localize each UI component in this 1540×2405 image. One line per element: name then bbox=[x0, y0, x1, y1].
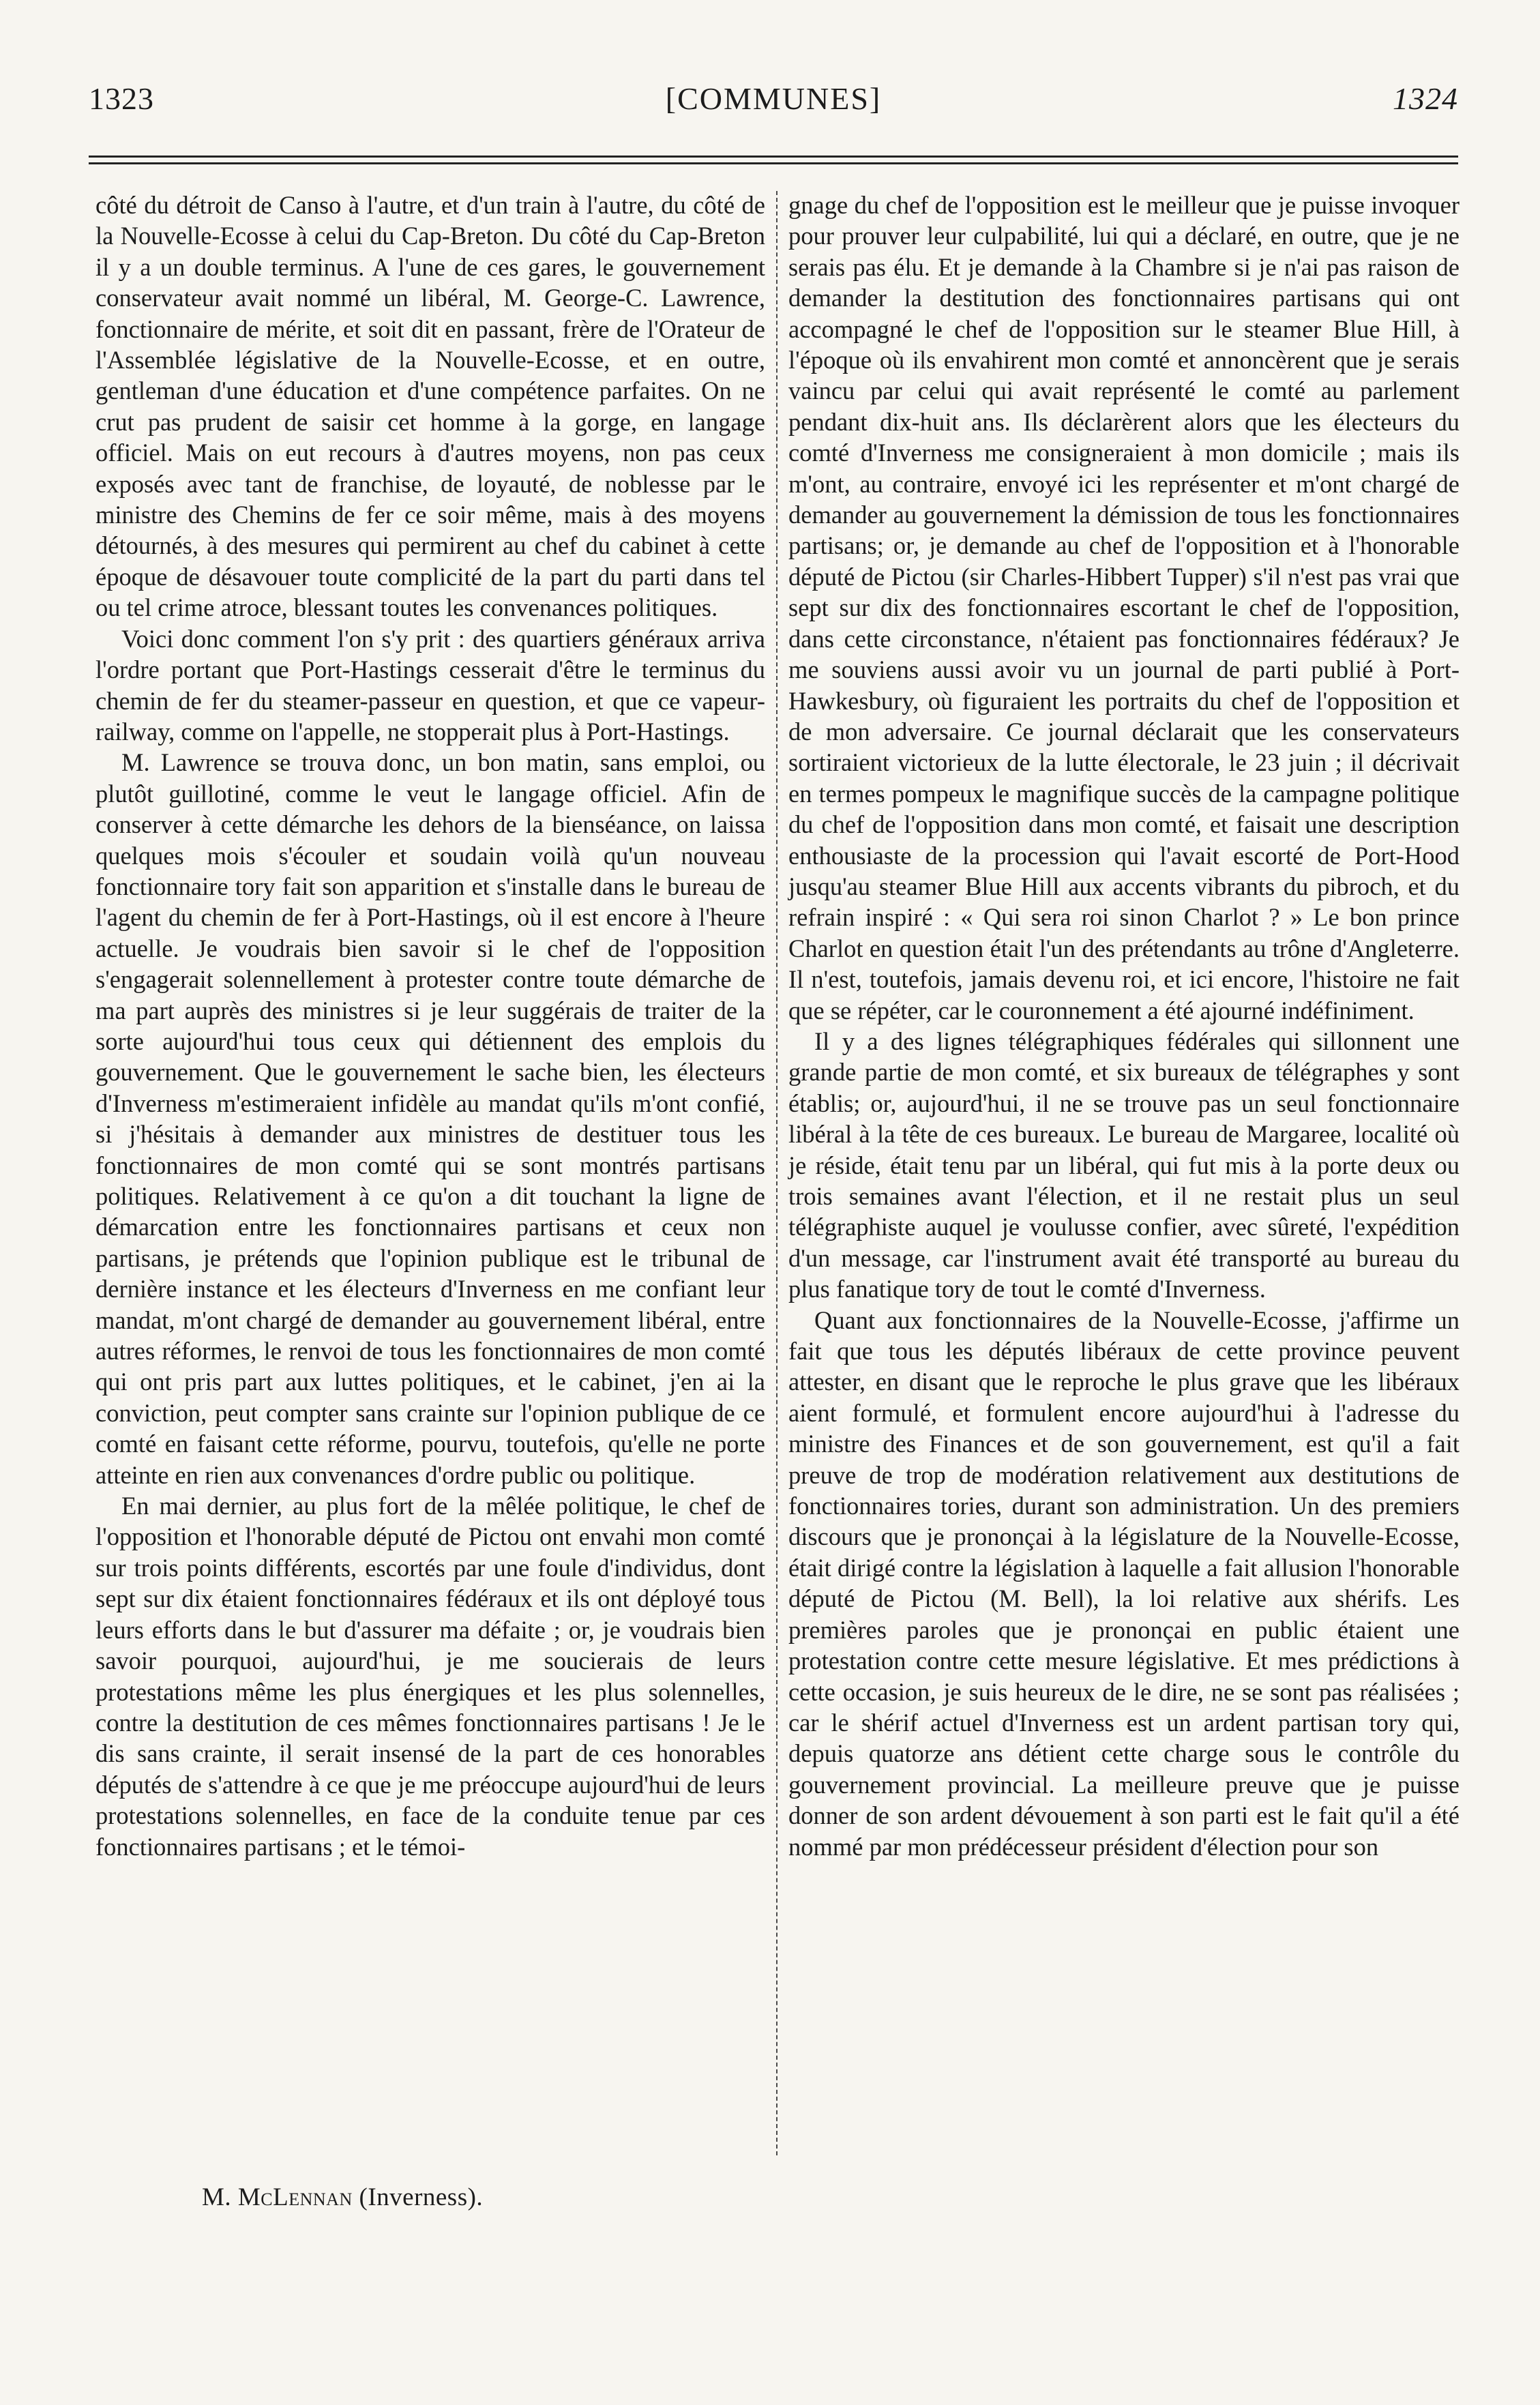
left-paragraph: En mai dernier, au plus fort de la mêlée politique, le chef de l'opposition et l'honorable député de Pictou ont envahi mon comté sur trois points différents, escortés par une foule d'individus, dont sept sur dix étaient fonctionnaires fédéraux et ils ont déployé tous leurs efforts dans le but d'assurer ma défaite ; or, je voudrais bien savoir pourquoi, aujourd'hui, je me soucierais de leurs protestations même les plus énergiques et les plus solennelles, contre la destitution de ces mêmes fonctionnaires partisans ! Je le dis sans crainte, il serait insensé de la part de ces honorables députés de s'attendre à ce que je me préoccupe aujourd'hui de leurs protestations solennelles, en face de la conduite tenue par ces fonctionnaires partisans ; et le témoi- bbox=[95, 1492, 765, 1861]
column-divider bbox=[776, 191, 778, 2155]
right-paragraph: Il y a des lignes télégraphiques fédérales qui sillonnent une grande partie de mon comté, et six bureaux de télégraphes y sont établis; or, aujourd'hui, il ne se trouve pas un seul fonctionnaire libéral à la tête de ces bureaux. Le bureau de Margaree, localité où je réside, était tenu par un libéral, qui fut mis à la porte deux ou trois semaines avant l'élection, et il ne restait plus un seul télégraphiste auquel je voulusse confier, avec sûreté, l'expédition d'un message, car l'instrument avait été transporté au bureau du plus fanatique tory de tout le comté d'Inverness. bbox=[788, 1027, 1460, 1303]
right-paragraph: Quant aux fonctionnaires de la Nouvelle-Ecosse, j'affirme un fait que tous les députés libéraux de cette province peuvent attester, en disant que le reproche le plus grave que les libéraux aient formulé, et formulent encore aujourd'hui à l'adresse du ministre des Finances et de son gouvernement, est qu'il a fait preuve de trop de modération relativement aux destitutions de fonctionnaires tories, durant son administration. Un des premiers discours que je prononçai à la législature de la Nouvelle-Ecosse, était dirigé contre la législation à laquelle a fait allusion l'honorable député de Pictou (M. Bell), la loi relative aux shérifs. Les premières paroles que je prononçai en public étaient une protestation contre cette mesure législative. Et mes prédictions à cette occasion, je suis heureux de le dire, ne se sont pas réalisées ; car le shérif actuel d'Inverness est un ardent partisan tory qui, depuis quatorze ans détient cette charge sous le contrôle du gouvernement provincial. La meilleure preuve que je puisse donner de son ardent dévouement à son parti est le fait qu'il a été nommé par mon prédécesseur président d'élection pour son bbox=[788, 1305, 1460, 1861]
left-paragraph: Voici donc comment l'on s'y prit : des quartiers généraux arriva l'ordre portant que Port-Hastings cesserait d'être le terminus du chemin de fer du steamer-passeur en question, et que ce vapeur-railway, comme on l'appelle, ne stopperait plus à Port-Hastings. bbox=[95, 624, 765, 746]
page-number-right: 1324 bbox=[1393, 81, 1458, 116]
right-paragraph: gnage du chef de l'opposition est le meilleur que je puisse invoquer pour prouver leur culpabilité, lui qui a déclaré, en outre, que je ne serais pas élu. Et je demande à la Chambre si je n'ai pas raison de demander la destitution des fonctionnaires partisans qui ont accompagné le chef de l'opposition sur le steamer Blue Hill, à l'époque où ils envahirent mon comté et annoncèrent que je serais vaincu par celui qui avait représenté le comté au parlement pendant dix-huit ans. Ils déclarèrent alors que les électeurs du comté d'Inverness me consigneraient à mon domicile ; mais ils m'ont, au contraire, envoyé ici les représenter et m'ont chargé de demander au gouvernement la démission de tous les fonctionnaires partisans; or, je demande au chef de l'opposition et à l'honorable député de Pictou (sir Charles-Hibbert Tupper) s'il n'est pas vrai que sept sur dix des fonctionnaires escortant le chef de l'opposition, dans cette circonstance, n'étaient pas fonctionnaires fédéraux? Je me souviens aussi avoir vu un journal de parti publié à Port-Hawkesbury, où figuraient les portraits du chef de l'opposition et de mon adversaire. Ce journal déclarait que les conservateurs sortiraient victorieux de la lutte électorale, le 23 juin ; il décrivait en termes pompeux le magnifique succès de la campagne politique du chef de l'opposition dans mon comté, et faisait une description enthousiaste de la procession qui l'avait escorté de Port-Hood jusqu'au steamer Blue Hill aux accents vibrants du pibroch, et du refrain inspiré : « Qui sera roi sinon Charlot ? » Le bon prince Charlot en question était l'un des prétendants au trône d'Angleterre. Il n'est, toutefois, jamais devenu roi, et ici encore, l'histoire ne fait que se répéter, car le couronnement a été ajourné indéfiniment. bbox=[788, 191, 1460, 1024]
speaker-name: McLennan bbox=[237, 2183, 353, 2211]
right-column bbox=[788, 190, 1460, 1862]
speaker-footer bbox=[202, 2183, 483, 2212]
header-rule-bottom bbox=[89, 162, 1458, 164]
page-number-left: 1323 bbox=[89, 81, 154, 116]
left-paragraph: côté du détroit de Canso à l'autre, et d'un train à l'autre, du côté de la Nouvelle-Ecosse à celui du Cap-Breton. Du côté du Cap-Breton il y a un double terminus. A l'une de ces gares, le gouvernement conservateur avait nommé un libéral, M. George-C. Lawrence, fonctionnaire de mérite, et soit dit en passant, frère de l'Orateur de l'Assemblée législative de la Nouvelle-Ecosse, et en outre, gentleman d'une éducation et d'une compétence parfaites. On ne crut pas prudent de saisir cet homme à la gorge, en langage officiel. Mais on eut recours à d'autres moyens, non pas ceux exposés avec tant de franchise, de loyauté, de noblesse par le ministre des Chemins de fer ce soir même, mais à des moyens détournés, à des mesures qui permirent au chef du cabinet à cette époque de désavouer toute complicité de la part du parti dans tel ou tel crime atroce, blessant toutes les convenances politiques. bbox=[95, 191, 765, 622]
running-head: [COMMUNES] bbox=[665, 81, 882, 116]
left-column bbox=[95, 190, 765, 1862]
page-header bbox=[89, 80, 1458, 128]
left-paragraph: M. Lawrence se trouva donc, un bon matin, sans emploi, ou plutôt guillotiné, comme le veut le langage officiel. Afin de conserver à cette démarche les dehors de la bienséance, on laissa quelques mois s'écouler et soudain voilà qu'un nouveau fonctionnaire tory fait son apparition et s'installe dans le bureau de l'agent du chemin de fer à Port-Hastings, où il est encore à l'heure actuelle. Je voudrais bien savoir si le chef de l'opposition s'engagerait solennellement à protester contre toute démarche de ma part auprès des ministres si je leur suggérais de traiter de la sorte aujourd'hui tous ceux qui détiennent des emplois du gouvernement. Que le gouvernement le sache bien, les électeurs d'Inverness m'estimeraient infidèle au mandat qu'ils m'ont confié, si j'hésitais à demander aux ministres de destituer tous les fonctionnaires de mon comté qui se sont montrés partisans politiques. Relativement à ce qu'on a dit touchant la ligne de démarcation entre les fonctionnaires partisans et ceux non partisans, je prétends que l'opinion publique est le tribunal de dernière instance et les électeurs d'Inverness en me confiant leur mandat, m'ont chargé de demander au gouvernement libéral, entre autres réformes, le renvoi de tous les fonctionnaires de mon comté qui ont pris part aux luttes politiques, et le cabinet, j'en ai la conviction, peut compter sans crainte sur l'opinion publique de ce comté en faisant cette réforme, pourvu, toutefois, qu'elle ne porte atteinte en rien aux convenances d'ordre public ou politique. bbox=[95, 748, 765, 1489]
speaker-riding: (Inverness). bbox=[352, 2183, 484, 2211]
speaker-prefix: M. bbox=[202, 2183, 238, 2211]
header-rule-top bbox=[89, 156, 1458, 158]
